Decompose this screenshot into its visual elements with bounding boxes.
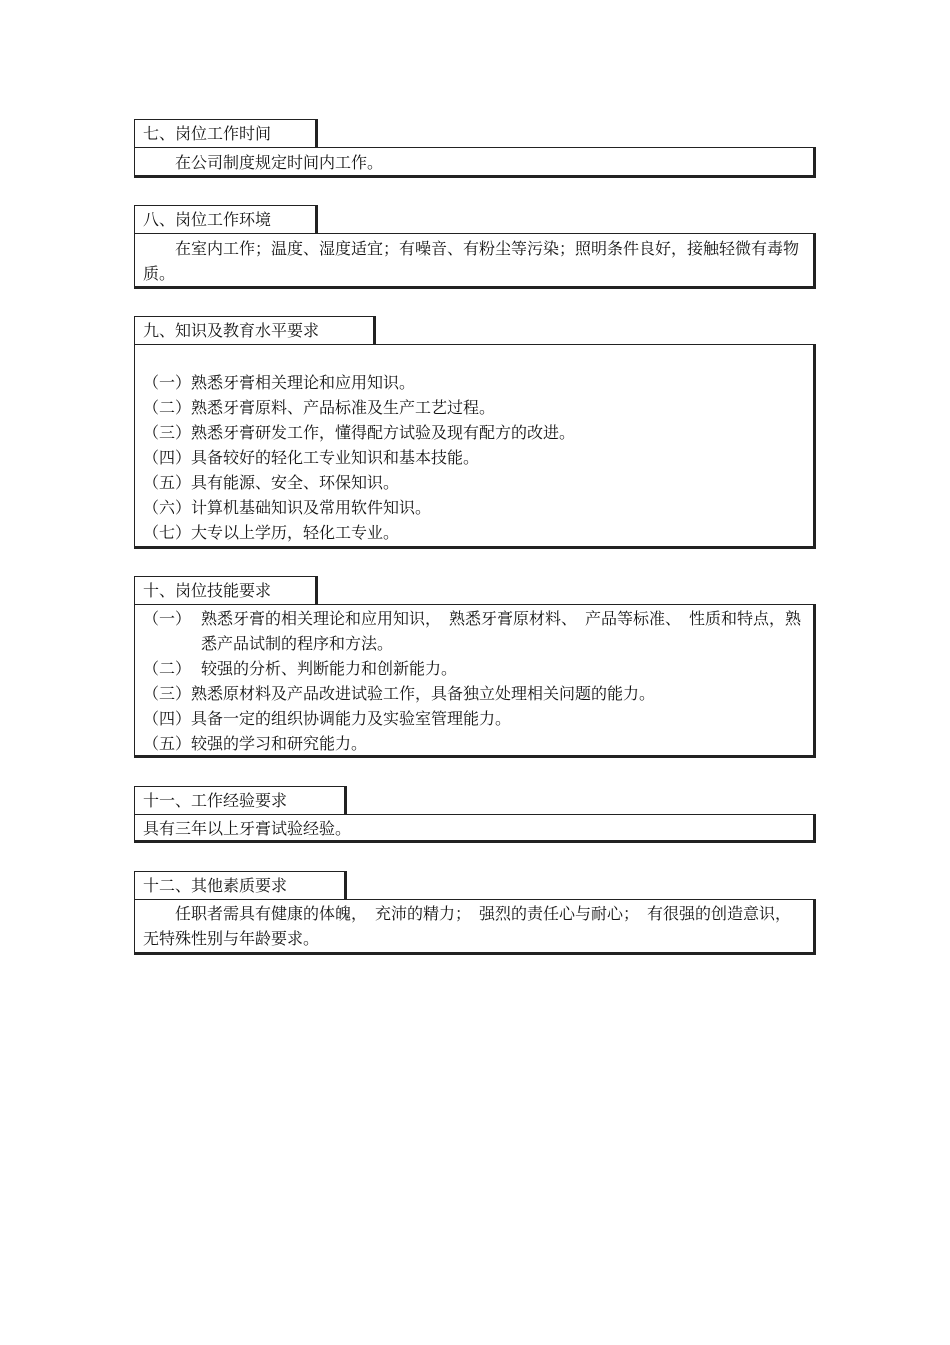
list-item: （五） 具有能源、安全、环保知识。 [143,473,400,492]
list-item: （一） 熟悉牙膏相关理论和应用知识。 [143,373,416,392]
work-time-text: 在公司制度规定时间内工作。 [175,153,384,172]
work-environment-text: 在室内工作；温度、湿度适宜；有噪音、有粉尘等污染；照明条件良好，接触轻微有毒物质。 [143,239,800,283]
list-item: （三） 熟悉原材料及产品改进试验工作，具备独立处理相关问题的能力。 [143,684,656,703]
list-item: （六） 计算机基础知识及常用软件知识。 [143,498,432,517]
section-title-work-environment: 八、岗位工作环境 [134,205,318,233]
section-title-other-qualities: 十二、其他素质要求 [134,871,347,899]
section-box-work-experience [134,814,816,843]
list-item: （一） 熟悉牙膏的相关理论和应用知识， 熟悉牙膏原材料、 产品等标准、 性质和特点，熟悉产品试制的程序和方法。 [143,609,802,653]
list-item: （七） 大专以上学历，轻化工专业。 [143,523,400,542]
list-item: （四） 具备较好的轻化工专业知识和基本技能。 [143,448,480,467]
list-item: （二） 较强的分析、判断能力和创新能力。 [143,659,458,678]
section-title-work-experience: 十一、工作经验要求 [134,786,347,814]
section-box-knowledge-education [134,344,816,549]
section-title-job-skills: 十、岗位技能要求 [134,576,318,604]
section-box-work-environment [134,233,816,289]
list-item: （三） 熟悉牙膏研发工作，懂得配方试验及现有配方的改进。 [143,423,576,442]
list-item: （五） 较强的学习和研究能力。 [143,734,368,753]
list-item: （二） 熟悉牙膏原料、产品标准及生产工艺过程。 [143,398,496,417]
list-item: （四） 具备一定的组织协调能力及实验室管理能力。 [143,709,512,728]
section-title-knowledge-education: 九、知识及教育水平要求 [134,316,376,344]
work-experience-text: 具有三年以上牙膏试验经验。 [143,819,352,838]
section-box-other-qualities [134,899,816,955]
other-qualities-text: 任职者需具有健康的体魄， 充沛的精力； 强烈的责任心与耐心； 有很强的创造意识，无特殊性别与年龄要求。 [143,904,792,948]
section-box-job-skills [134,604,816,758]
section-title-work-time: 七、岗位工作时间 [134,119,318,147]
section-box-work-time [134,147,816,178]
